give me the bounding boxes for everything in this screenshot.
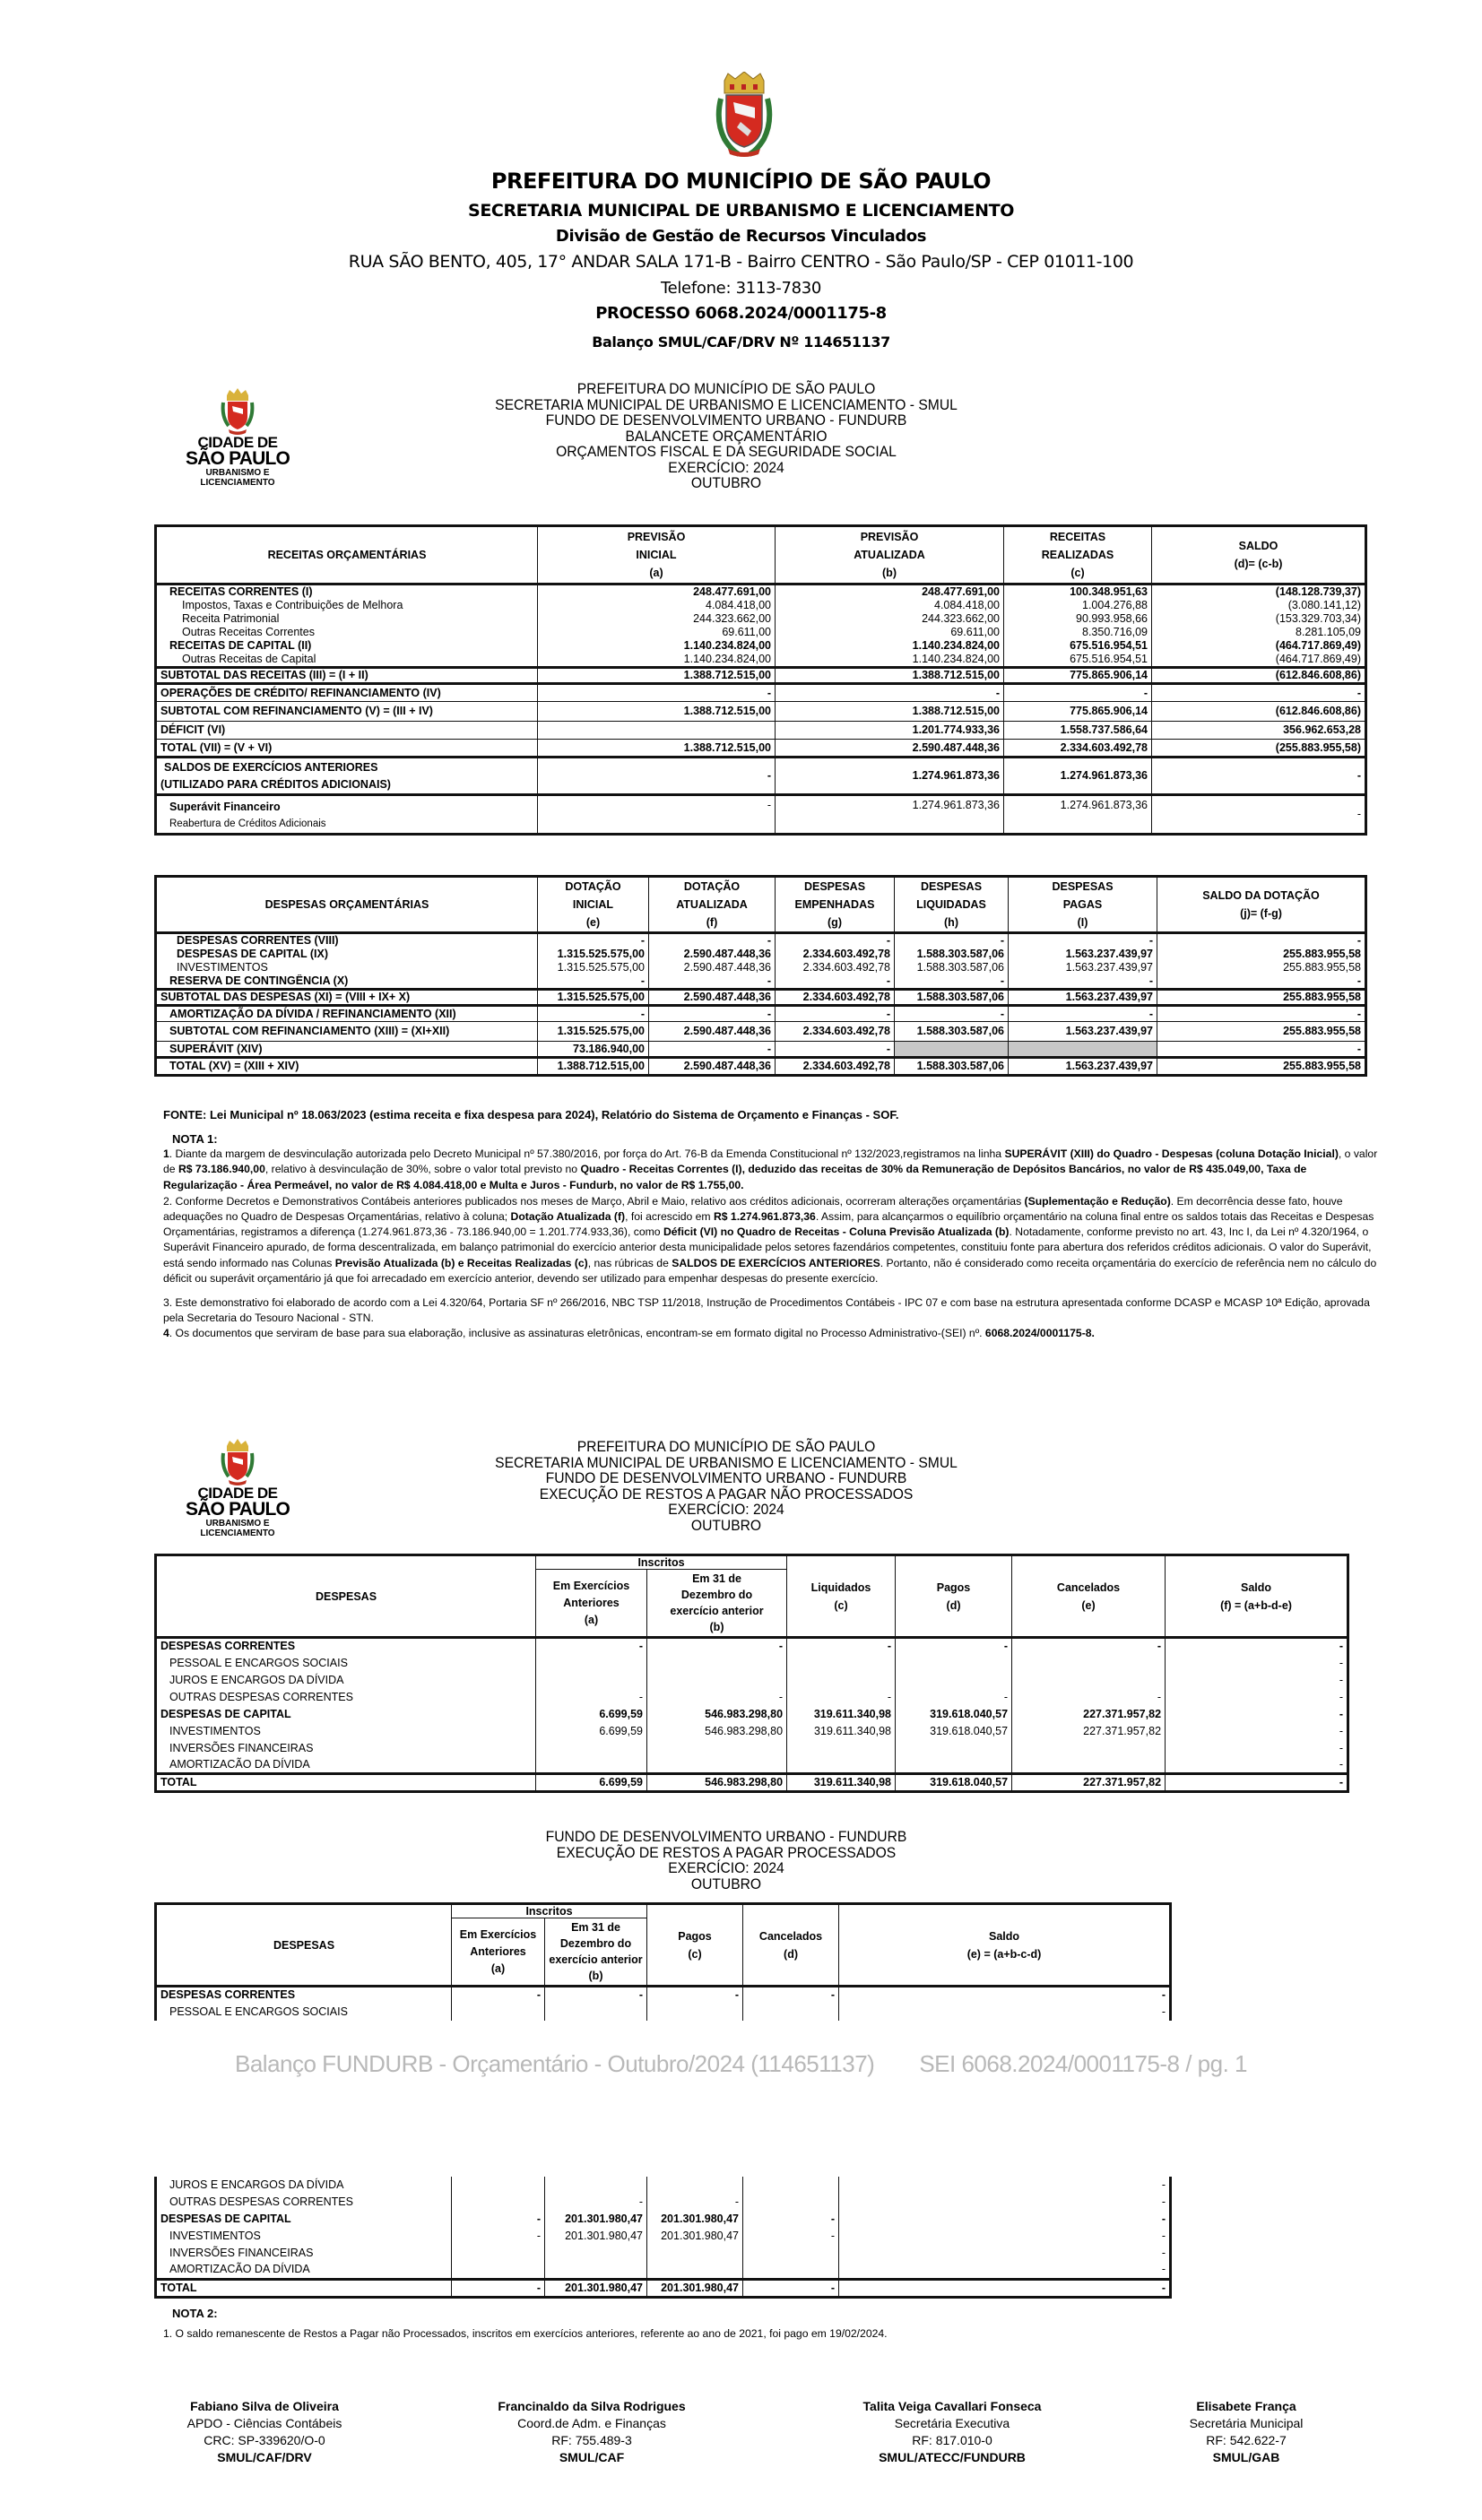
table-row: RESERVA DE CONTINGÊNCIA (X) - - - - - - — [156, 974, 1366, 990]
rpp-table-part1 — [154, 1902, 1172, 2021]
col-header-exercicios-anteriores: Em Exercícios Anteriores (a) — [452, 1918, 545, 1987]
table-row: PESSOAL E ENCARGOS SOCIAIS - — [156, 1655, 1348, 1672]
table-row: DESPESAS CORRENTES - - - - - — [156, 1987, 1171, 2004]
col-header-dotacao-inicial: DOTAÇÃO INICIAL (e) — [538, 877, 649, 933]
table-row: INVESTIMENTOS 1.315.525.575,00 2.590.487.448,36 2.334.603.492,78 1.588.303.587,06 1.563.237.439,97 255.883.955,58 — [156, 961, 1366, 974]
table-row: AMORTIZAÇÃO DA DÍVIDA / REFINANCIAMENTO (XII) - - - - - - — [156, 1006, 1366, 1022]
col-header-previsao-atualizada: PREVISÃO ATUALIZADA (b) — [776, 526, 1004, 585]
table-row: TOTAL (VII) = (V + VI) 1.388.712.515,00 2.590.487.448,36 2.334.603.492,78 (255.883.955,58) — [156, 740, 1366, 758]
table-row: JUROS E ENCARGOS DA DÍVIDA - — [156, 1672, 1348, 1689]
table-row: Impostos, Taxas e Contribuições de Melhora 4.084.418,00 4.084.418,00 1.004.276,88 (3.080.141,12) — [156, 599, 1366, 612]
signature-block: Francinaldo da Silva Rodrigues Coord.de Adm. e Finanças RF: 755.489-3 SMUL/CAF — [498, 2399, 686, 2464]
col-header-empenhadas: DESPESAS EMPENHADAS (g) — [776, 877, 895, 933]
nota1-item-1: 1. Diante da margem de desvinculação autorizada pelo Decreto Municipal nº 57.380/2016, por força do Art. 76-B da Emenda Constitucional nº 132/2023,registramos na linha SUPERÁVIT (XIII) do Quadro - Despesas (coluna Dotação Inicial), o valor de R$ 73.186.940,00, relativo à desvinculação de 30%, sobre o valor total previsto no Quadro - Receitas Correntes (I), deduzido das receitas de 30% da Remuneração de Depósitos Bancários, no valor de R$ 435.049,00, Taxa de Regularização - Área Permeável, no valor de R$ 4.084.418,00 e Multa e Juros - Fundurb, no valor de R$ 1.755,00. — [163, 1147, 1378, 1191]
col-header-saldo-dotacao: SALDO DA DOTAÇÃO (j)= (f-g) — [1157, 877, 1366, 933]
table-row: Superávit Financeiro Reabertura de Créditos Adicionais - 1.274.961.873,36 1.274.961.873,36 - — [156, 795, 1366, 835]
col-header-pagos: Pagos (d) — [896, 1555, 1012, 1638]
balancete-titles: PREFEITURA DO MUNICÍPIO DE SÃO PAULO SECRETARIA MUNICIPAL DE URBANISMO E LICENCIAMENTO - SMUL FUNDO DE DESENVOLVIMENTO URBANO - FUNDURB BALANCETE ORÇAMENTÁRIO ORÇAMENTOS FISCAL E DA SEGURIDADE SOCIAL EXERCÍCIO: 2024 OUTUBRO — [495, 380, 958, 491]
table-row: RECEITAS DE CAPITAL (II) 1.140.234.824,00 1.140.234.824,00 675.516.954,51 (464.717.869,49) — [156, 639, 1366, 653]
coat-of-arms-icon — [220, 1439, 256, 1485]
col-header-31-dezembro: Em 31 de Dezembro do exercício anterior (b) — [545, 1918, 647, 1987]
table-row: RECEITAS CORRENTES (I) 248.477.691,00 248.477.691,00 100.348.951,63 (148.128.739,37) — [156, 585, 1366, 600]
col-group-inscritos: Inscritos — [452, 1904, 647, 1918]
col-header-liquidados: Liquidados (c) — [787, 1555, 896, 1638]
fonte-note: FONTE: Lei Municipal nº 18.063/2023 (estima receita e fixa despesa para 2024), Relatório do Sistema de Orçamento e Finanças - SOF. — [163, 1108, 899, 1121]
table-row: SUPERÁVIT (XIV) 73.186.940,00 - - - — [156, 1042, 1366, 1058]
rpp-table-part2 — [154, 2177, 1172, 2299]
col-header-liquidadas: DESPESAS LIQUIDADAS (h) — [895, 877, 1009, 933]
section-rpnp-header — [0, 1439, 1482, 1564]
cidade-sp-logo: CIDADE DE SÃO PAULO URBANISMO E LICENCIAMENTO — [179, 388, 296, 488]
table-row: INVESTIMENTOS - 201.301.980,47 201.301.980,47 - - — [156, 2228, 1171, 2245]
nota1-item-3: 3. Este demonstrativo foi elaborado de acordo com a Lei 4.320/64, Portaria SF nº 266/2016, NBC TSP 11/2018, Instrução de Procedimentos Contábeis - IPC 07 e com base na estrutura apresentada conforme DCASP e MCASP 10ª Edição, aprovada pela Secretaria do Tesouro Nacional - STN. — [163, 1296, 1370, 1325]
table-row: SALDOS DE EXERCÍCIOS ANTERIORES (UTILIZADO PARA CRÉDITOS ADICIONAIS) - 1.274.961.873,36 1.274.961.873,36 - — [156, 758, 1366, 795]
table-row: SUBTOTAL DAS RECEITAS (III) = (I + II) 1.388.712.515,00 1.388.712.515,00 775.865.906,14 (612.846.608,86) — [156, 668, 1366, 684]
address: RUA SÃO BENTO, 405, 17° ANDAR SALA 171-B - Bairro CENTRO - São Paulo/SP - CEP 01011-100 — [348, 252, 1134, 272]
coat-of-arms-icon — [220, 388, 256, 435]
table-row: DÉFICIT (VI) 1.201.774.933,36 1.558.737.586,64 356.962.653,28 — [156, 722, 1366, 740]
nota1-item-4: 4. Os documentos que serviram de base para sua elaboração, inclusive as assinaturas eletrônicas, encontram-se em formato digital no Processo Administrativo-(SEI) nº. 6068.2024/0001175-8. — [163, 1327, 1095, 1340]
table-row: OUTRAS DESPESAS CORRENTES - - - - - - — [156, 1689, 1348, 1706]
table-row: DESPESAS CORRENTES - - - - - - — [156, 1638, 1348, 1655]
table-row: SUBTOTAL COM REFINANCIAMENTO (XIII) = (XI+XII) 1.315.525.575,00 2.590.487.448,36 2.334.603.492,78 1.588.303.587,06 1.563.237.439,97 255.883.955,58 — [156, 1022, 1366, 1042]
cidade-sp-logo: CIDADE DE SÃO PAULO URBANISMO E LICENCIAMENTO — [179, 1439, 296, 1538]
despesas-table — [154, 875, 1367, 1077]
table-row: Outras Receitas de Capital 1.140.234.824,00 1.140.234.824,00 675.516.954,51 (464.717.869,49) — [156, 653, 1366, 668]
col-group-inscritos: Inscritos — [536, 1555, 787, 1570]
table-row: Receita Patrimonial 244.323.662,00 244.323.662,00 90.993.958,66 (153.329.703,34) — [156, 612, 1366, 626]
col-header-previsao-inicial: PREVISÃO INICIAL (a) — [538, 526, 776, 585]
table-row: JUROS E ENCARGOS DA DÍVIDA - — [156, 2177, 1171, 2194]
table-row: AMORTIZACÃO DA DÍVIDA - — [156, 1757, 1348, 1774]
table-row: INVERSÕES FINANCEIRAS - — [156, 1740, 1348, 1757]
table-row: DESPESAS DE CAPITAL 6.699,59 546.983.298,80 319.611.340,98 319.618.040,57 227.371.957,82 - — [156, 1706, 1348, 1723]
table-row: TOTAL - 201.301.980,47 201.301.980,47 - - — [156, 2279, 1171, 2297]
divisao-title: Divisão de Gestão de Recursos Vinculados — [555, 227, 927, 246]
signature-block: Elisabete França Secretária Municipal RF: 542.622-7 SMUL/GAB — [1189, 2399, 1304, 2464]
col-header-pagas: DESPESAS PAGAS (I) — [1009, 877, 1157, 933]
col-header-saldo: SALDO (d)= (c-b) — [1152, 526, 1366, 585]
table-row: DESPESAS DE CAPITAL - 201.301.980,47 201.301.980,47 - - — [156, 2211, 1171, 2228]
col-header-31-dezembro: Em 31 de Dezembro do exercício anterior (b) — [647, 1570, 787, 1638]
table-row: DESPESAS DE CAPITAL (IX) 1.315.525.575,00 2.590.487.448,36 2.334.603.492,78 1.588.303.587,06 1.563.237.439,97 255.883.955,58 — [156, 948, 1366, 961]
col-header-pagos: Pagos (c) — [647, 1904, 743, 1987]
table-row: SUBTOTAL COM REFINANCIAMENTO (V) = (III + IV) 1.388.712.515,00 1.388.712.515,00 775.865.906,14 (612.846.608,86) — [156, 702, 1366, 722]
page-footer-watermark: Balanço FUNDURB - Orçamentário - Outubro/2024 (114651137) SEI 6068.2024/0001175-8 / pg. 1 — [235, 2050, 1247, 2077]
signature-block: Fabiano Silva de Oliveira APDO - Ciências Contábeis CRC: SP-339620/O-0 SMUL/CAF/DRV — [186, 2399, 342, 2464]
col-header-dotacao-atualizada: DOTAÇÃO ATUALIZADA (f) — [649, 877, 776, 933]
col-header-despesas: DESPESAS — [156, 1904, 452, 1987]
table-row: OPERAÇÕES DE CRÉDITO/ REFINANCIAMENTO (IV) - - - - — [156, 684, 1366, 702]
nota1: NOTA 1: 1. Diante da margem de desvinculação autorizada pelo Decreto Municipal nº 57.380/2016, por força do Art. 76-B da Emenda Constitucional nº 132/2023,registramos na linha SUPERÁVIT (XIII) do Quadro - Despesas (coluna Dotação Inicial), o valor de R$ 73.186.940,00, relativo à desvinculação de 30%, sobre o valor total previsto no Quadro - Receitas Correntes (I), deduzido das receitas de 30% da Remuneração de Depósitos Bancários, no valor de R$ 435.049,00, Taxa de Regularização - Área Permeável, no valor de R$ 4.084.418,00 e Multa e Juros - Fundurb, no valor de R$ 1.755,00. 2. Conforme Decretos e Demonstrativos Contábeis anteriores publicados nos meses de Março, Abril e Maio, relativo aos créditos adicionais, ocorreram alterações orçamentárias (Suplementação e Redução). Em decorrência desse fato, houve adequações no Quadro de Despesas Orçamentárias, relativo à coluna; Dotação Atualizada (f), foi acrescido em R$ 1.274.961.873,36. Assim, para alcançarmos o equilíbrio orçamentário na coluna final entre os saldos totais das Receitas e Despesas Orçamentárias, registramos a diferença (1.274.961.873,36 - 73.186.940,00 = 1.201.774.933,36), como Déficit (VI) no Quadro de Receitas - Coluna Previsão Atualizada (b). Notadamente, conforme previsto no art. 43, Inc I, da Lei nº 4.320/1964, o Superávit Financeiro apurado, de forma descentralizada, em balanço patrimonial do exercício anterior desta municipalidade pelos setores fazendários competentes, constituiu fonte para abertura dos referidos créditos adicionais. O valor do Superávit, está sendo informado nas Colunas Previsão Atualizada (b) e Receitas Realizadas (c), nas rúbricas de SALDOS DE EXERCÍCIOS ANTERIORES. Portanto, não é considerado como receita orçamentária do exercício de referência nem no cálculo do déficit ou superávit orçamentário já que foi arrecadado em exercício anterior, devendo ser utilizado para empenhar despesas do presente exercício. 3. Este demonstrativo foi elaborado de acordo com a Lei 4.320/64, Portaria SF nº 266/2016, NBC TSP 11/2018, Instrução de Procedimentos Contábeis - IPC 07 e com base na estrutura apresentada conforme DCASP e MCASP 10ª Edição, aprovada pela Secretaria do Tesouro Nacional - STN. 4. Os documentos que serviram de base para sua elaboração, inclusive as assinaturas eletrônicas, encontram-se em formato digital no Processo Administrativo-(SEI) nº. 6068.2024/0001175-8. — [163, 1131, 1382, 1342]
col-header-saldo: Saldo (f) = (a+b-d-e) — [1166, 1555, 1348, 1638]
processo: PROCESSO 6068.2024/0001175-8 — [595, 304, 887, 323]
col-header-despesas: DESPESAS ORÇAMENTÁRIAS — [156, 877, 538, 933]
col-header-cancelados: Cancelados (e) — [1012, 1555, 1166, 1638]
col-header-exercicios-anteriores: Em Exercícios Anteriores (a) — [536, 1570, 647, 1638]
receitas-table — [154, 524, 1367, 836]
col-header-despesas: DESPESAS — [156, 1555, 536, 1638]
table-row: INVESTIMENTOS 6.699,59 546.983.298,80 319.611.340,98 319.618.040,57 227.371.957,82 - — [156, 1723, 1348, 1740]
nota2-item-1: 1. O saldo remanescente de Restos a Pagar não Processados, inscritos em exercícios anteriores, referente ao ano de 2021, foi pago em 19/02/2024. — [163, 2327, 888, 2341]
table-row: OUTRAS DESPESAS CORRENTES - - - — [156, 2194, 1171, 2211]
rpp-titles: FUNDO DE DESENVOLVIMENTO URBANO - FUNDURB EXECUÇÃO DE RESTOS A PAGAR PROCESSADOS EXERCÍCIO: 2024 OUTUBRO — [545, 1828, 907, 1892]
col-header-saldo: Saldo (e) = (a+b-c-d) — [839, 1904, 1171, 1987]
telefone: Telefone: 3113-7830 — [660, 279, 822, 298]
nota2: NOTA 2: 1. O saldo remanescente de Restos a Pagar não Processados, inscritos em exercícios anteriores, referente ao ano de 2021, foi pago em 19/02/2024. — [163, 2306, 1382, 2342]
nota1-item-2: 2. Conforme Decretos e Demonstrativos Contábeis anteriores publicados nos meses de Março, Abril e Maio, relativo aos créditos adicionais, ocorreram alterações orçamentárias (Suplementação e Redução). Em decorrência desse fato, houve adequações no Quadro de Despesas Orçamentárias, relativo à coluna; Dotação Atualizada (f), foi acrescido em R$ 1.274.961.873,36. Assim, para alcançarmos o equilíbrio orçamentário na coluna final entre os saldos totais das Receitas e Despesas Orçamentárias, registramos a diferença (1.274.961.873,36 - 73.186.940,00 = 1.201.774.933,36), como Déficit (VI) no Quadro de Receitas - Coluna Previsão Atualizada (b). Notadamente, conforme previsto no art. 43, Inc I, da Lei nº 4.320/1964, o Superávit Financeiro apurado, de forma descentralizada, em balanço patrimonial do exercício anterior desta municipalidade pelos setores fazendários competentes, constituiu fonte para abertura dos referidos créditos adicionais. O valor do Superávit, está sendo informado nas Colunas Previsão Atualizada (b) e Receitas Realizadas (c), nas rúbricas de SALDOS DE EXERCÍCIOS ANTERIORES. Portanto, não é considerado como receita orçamentária do exercício de referência nem no cálculo do déficit ou superávit orçamentário já que foi arrecadado em exercício anterior, devendo ser utilizado para empenhar despesas do presente exercício. — [163, 1194, 1377, 1285]
coat-of-arms-icon — [708, 72, 780, 161]
table-row: SUBTOTAL DAS DESPESAS (XI) = (VIII + IX+ X) 1.315.525.575,00 2.590.487.448,36 2.334.603.492,78 1.588.303.587,06 1.563.237.439,97 255.883.955,58 — [156, 990, 1366, 1006]
section-balancete-header — [0, 381, 1482, 524]
col-header-receitas-realizadas: RECEITAS REALIZADAS (c) — [1004, 526, 1152, 585]
table-row: AMORTIZACÃO DA DÍVIDA - — [156, 2262, 1171, 2279]
signature-block: Talita Veiga Cavallari Fonseca Secretária Executiva RF: 817.010-0 SMUL/ATECC/FUNDURB — [862, 2399, 1042, 2464]
col-header-cancelados: Cancelados (d) — [743, 1904, 839, 1987]
table-row: PESSOAL E ENCARGOS SOCIAIS - — [156, 2004, 1171, 2021]
table-row: INVERSÕES FINANCEIRAS - — [156, 2245, 1171, 2262]
rpnp-table — [154, 1554, 1349, 1793]
org-title: PREFEITURA DO MUNICÍPIO DE SÃO PAULO — [490, 169, 992, 194]
table-row: Outras Receitas Correntes 69.611,00 69.611,00 8.350.716,09 8.281.105,09 — [156, 626, 1366, 639]
balanco-number: Balanço SMUL/CAF/DRV Nº 114651137 — [592, 333, 890, 351]
secretaria-title: SECRETARIA MUNICIPAL DE URBANISMO E LICENCIAMENTO — [468, 201, 1014, 221]
col-header-receitas: RECEITAS ORÇAMENTÁRIAS — [156, 526, 538, 585]
table-row: TOTAL 6.699,59 546.983.298,80 319.611.340,98 319.618.040,57 227.371.957,82 - — [156, 1774, 1348, 1792]
table-row: DESPESAS CORRENTES (VIII) - - - - - - — [156, 933, 1366, 948]
table-row: TOTAL (XV) = (XIII + XIV) 1.388.712.515,00 2.590.487.448,36 2.334.603.492,78 1.588.303.587,06 1.563.237.439,97 255.883.955,58 — [156, 1058, 1366, 1076]
rpnp-titles: PREFEITURA DO MUNICÍPIO DE SÃO PAULO SECRETARIA MUNICIPAL DE URBANISMO E LICENCIAMENTO - SMUL FUNDO DE DESENVOLVIMENTO URBANO - FUNDURB EXECUÇÃO DE RESTOS A PAGAR NÃO PROCESSADOS EXERCÍCIO: 2024 OUTUBRO — [495, 1438, 958, 1534]
